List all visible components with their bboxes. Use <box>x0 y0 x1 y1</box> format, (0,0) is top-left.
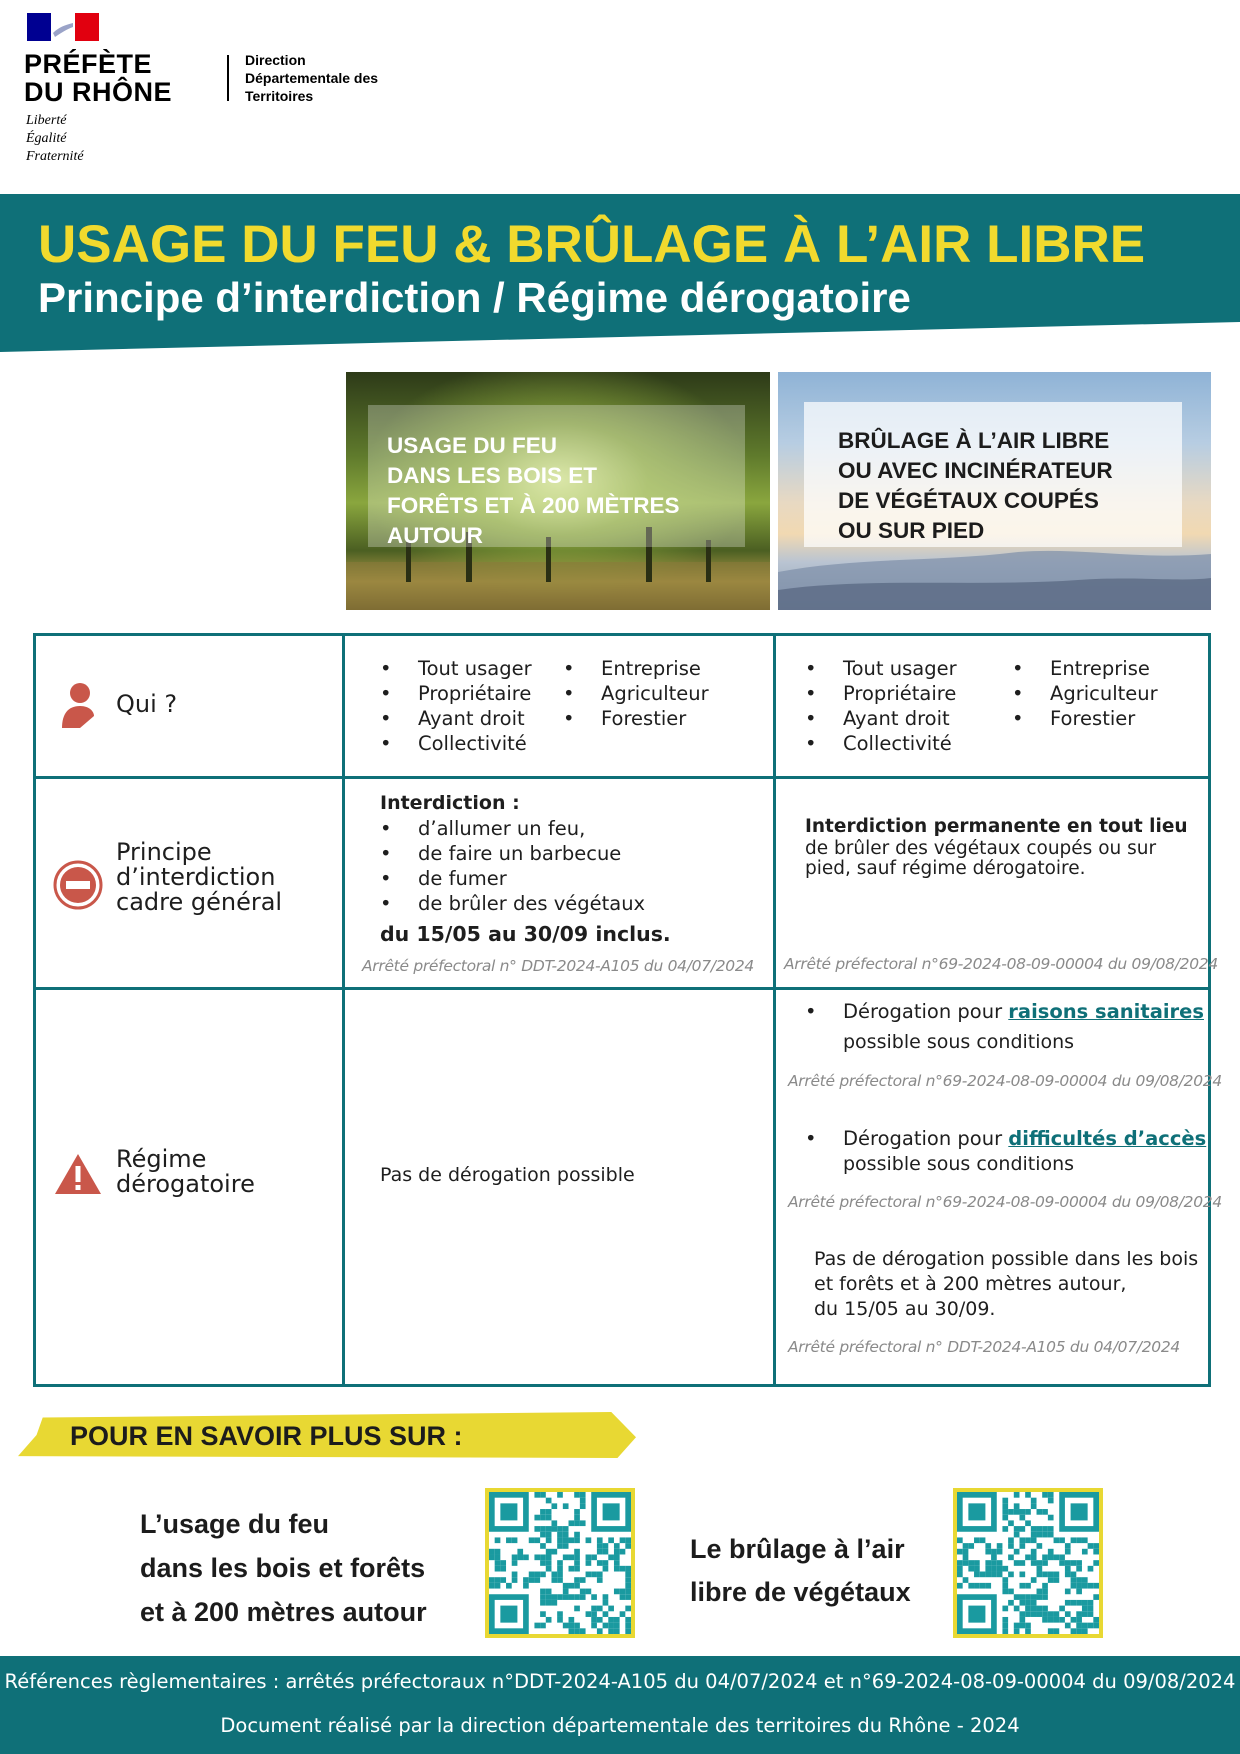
row-label-qui: Qui ? <box>116 690 178 718</box>
prefecture-name: PRÉFÈTE DU RHÔNE <box>24 49 173 107</box>
decree-reference: Arrêté préfectoral n°69-2024-08-09-00004 du 09/08/2024 <box>784 955 1218 973</box>
list-item: • Entreprise <box>563 656 709 681</box>
qui-list-col2-b <box>1012 656 1158 731</box>
permanent-ban-text: de brûler des végétaux coupés ou sur pied, sauf régime dérogatoire. <box>805 838 1157 879</box>
decree-reference: Arrêté préfectoral n° DDT-2024-A105 du 04/07/2024 <box>362 957 754 975</box>
decree-reference: Arrêté préfectoral n°69-2024-08-09-00004 du 09/08/2024 <box>788 1072 1222 1090</box>
qui-list-col2-a <box>805 656 957 756</box>
decree-reference: Arrêté préfectoral n° DDT-2024-A105 du 04/07/2024 <box>788 1338 1180 1356</box>
list-item: • Propriétaire <box>805 681 957 706</box>
list-item: • Forestier <box>1012 706 1158 731</box>
mountain-photo <box>778 372 1211 610</box>
interdiction-heading: Interdiction : <box>380 792 520 814</box>
list-item: • de faire un barbecue <box>380 841 645 866</box>
list-item: • Collectivité <box>805 731 957 756</box>
list-item: • Ayant droit <box>380 706 532 731</box>
list-item: • Agriculteur <box>563 681 709 706</box>
list-item: • Dérogation pour raisons sanitaires <box>805 999 1204 1024</box>
qr2-caption: Le brûlage à l’air libre de végétaux <box>690 1534 911 1607</box>
document-credit: Document réalisé par la direction départementale des territoires du Rhône - 2024 <box>220 1714 1020 1737</box>
list-item: • de fumer <box>380 866 645 891</box>
qui-list-col1-b <box>563 656 709 731</box>
direction-name: Direction Départementale des Territoires <box>245 52 379 104</box>
table-divider <box>33 987 1211 990</box>
list-item: • d’allumer un feu, <box>380 816 645 841</box>
derogation-condition: possible sous conditions <box>843 1153 1075 1175</box>
derogation-condition: possible sous conditions <box>843 1031 1075 1053</box>
forest-no-derogation-note: Pas de dérogation possible dans les bois et forêts et à 200 mètres autour, du 15/05 au 30/09. <box>814 1248 1199 1320</box>
no-derogation-text: Pas de dérogation possible <box>380 1164 635 1186</box>
column-title-line: AUTOUR <box>387 523 483 548</box>
interdiction-period: du 15/05 au 30/09 inclus. <box>380 922 671 946</box>
permanent-ban-heading: Interdiction permanente en tout lieu <box>805 816 1188 837</box>
list-item: • Tout usager <box>380 656 532 681</box>
column-title-line: OU SUR PIED <box>838 518 985 543</box>
more-info-heading: POUR EN SAVOIR PLUS SUR : <box>70 1421 463 1451</box>
list-item: • Ayant droit <box>805 706 957 731</box>
column-title-line: DANS LES BOIS ET <box>387 463 598 488</box>
column-title-line: BRÛLAGE À L’AIR LIBRE <box>838 428 1110 453</box>
republic-motto: Liberté Égalité Fraternité <box>26 113 84 164</box>
access-difficulties-link[interactable]: difficultés d’accès <box>1008 1127 1207 1150</box>
sanitary-reasons-link[interactable]: raisons sanitaires <box>1008 1000 1204 1023</box>
marianne-logo <box>27 13 99 41</box>
regulatory-references: Références règlementaires : arrêtés préfectoraux n°DDT-2024-A105 du 04/07/2024 et n°69-2024-08-09-00004 du 09/08/2024 <box>4 1670 1236 1693</box>
table-divider <box>342 633 345 1387</box>
list-item: • Collectivité <box>380 731 532 756</box>
list-item: • de brûler des végétaux <box>380 891 645 916</box>
burning-caption-box <box>804 402 1182 547</box>
column-title-line: OU AVEC INCINÉRATEUR <box>838 458 1113 483</box>
header-divider <box>227 55 229 101</box>
row-label-principe: Principe d’interdiction cadre général <box>116 838 283 916</box>
no-entry-icon <box>53 860 103 910</box>
person-icon <box>60 682 96 728</box>
list-item: • Entreprise <box>1012 656 1158 681</box>
derogation-access <box>805 1126 1206 1151</box>
warning-icon <box>53 1152 103 1196</box>
list-item: • Dérogation pour difficultés d’accès <box>805 1126 1206 1151</box>
page-subtitle: Principe d’interdiction / Régime dérogatoire <box>38 274 911 321</box>
table-divider <box>773 633 776 1387</box>
decree-reference: Arrêté préfectoral n°69-2024-08-09-00004 du 09/08/2024 <box>788 1193 1222 1211</box>
interdiction-list <box>380 816 645 916</box>
list-item: • Forestier <box>563 706 709 731</box>
qr-code[interactable] <box>485 1488 635 1638</box>
list-item: • Tout usager <box>805 656 957 681</box>
page-title: USAGE DU FEU & BRÛLAGE À L’AIR LIBRE <box>38 215 1146 274</box>
list-item: • Propriétaire <box>380 681 532 706</box>
column-title-line: USAGE DU FEU <box>387 433 558 458</box>
qr1-caption: L’usage du feu dans les bois et forêts et à 200 mètres autour <box>140 1509 427 1627</box>
column-title-line: FORÊTS ET À 200 MÈTRES <box>387 493 680 518</box>
list-item: • Agriculteur <box>1012 681 1158 706</box>
derogation-sanitary <box>805 999 1204 1024</box>
qr-code[interactable] <box>953 1488 1103 1638</box>
forest-photo <box>346 372 770 610</box>
table-divider <box>33 776 1211 779</box>
column-title-line: DE VÉGÉTAUX COUPÉS <box>838 488 1099 513</box>
forest-caption-box <box>368 405 745 547</box>
qui-list-col1-a <box>380 656 532 756</box>
row-label-derogatoire: Régime dérogatoire <box>116 1145 255 1198</box>
